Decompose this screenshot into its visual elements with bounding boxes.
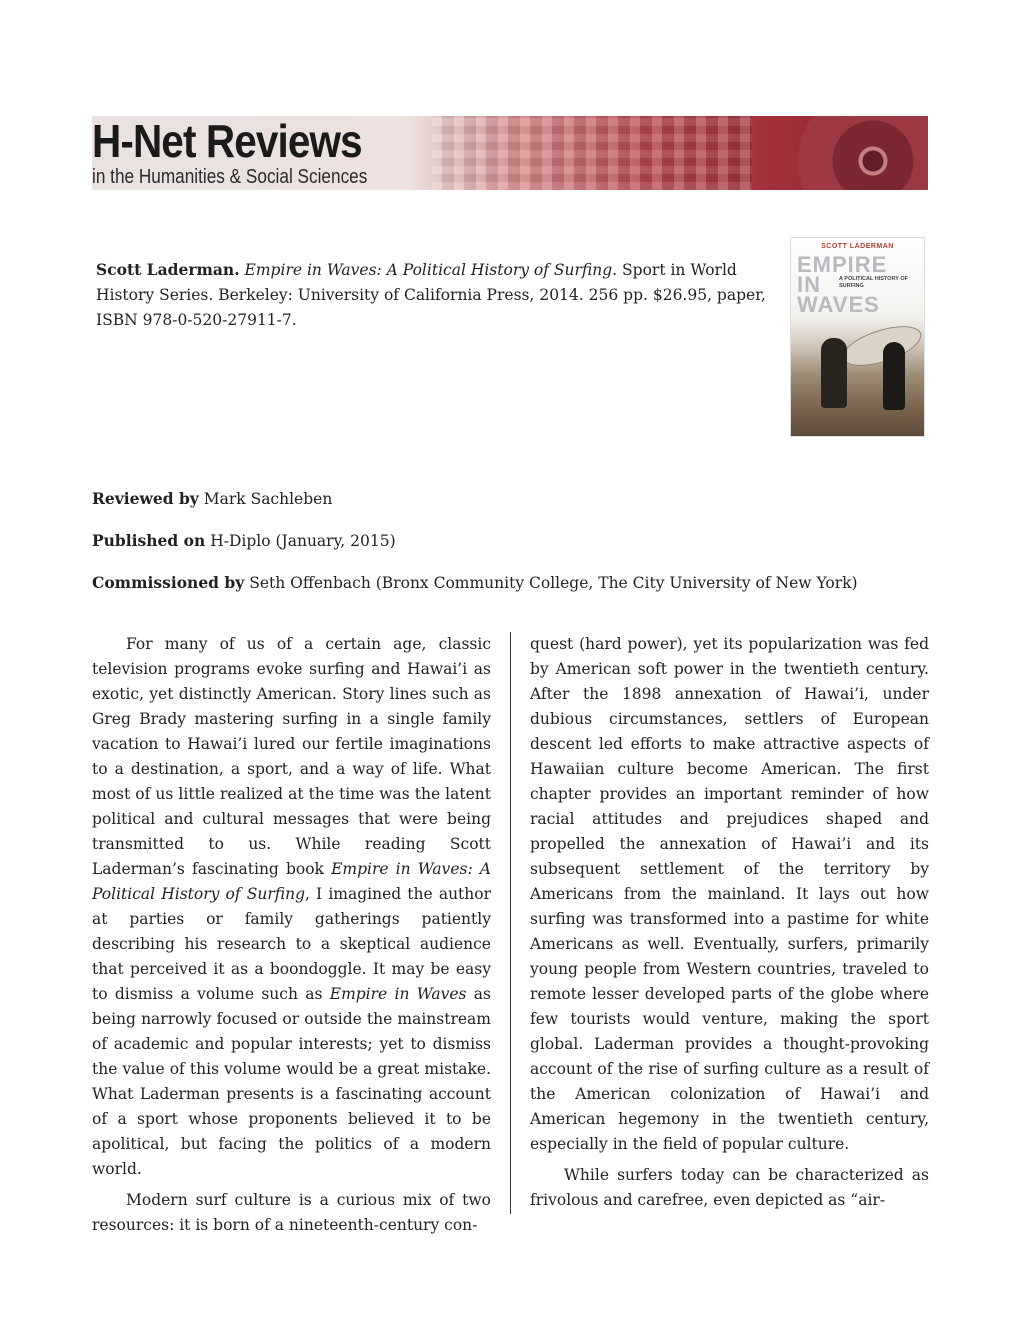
body-paragraph [92, 632, 491, 1182]
disc-graphic [798, 116, 928, 190]
reviewed-by-label: Reviewed by [92, 489, 199, 508]
keyboard-graphic [432, 116, 752, 190]
book-cover-image [790, 237, 925, 437]
published-on-label: Published on [92, 531, 206, 550]
cover-title-line1: EMPIRE [797, 252, 888, 277]
commissioned-by [92, 572, 858, 594]
reviewer-name: Mark Sachleben [203, 490, 333, 508]
citation-book-title: Empire in Waves: A Political History of Surfing. [244, 261, 618, 279]
commissioned-by-label: Commissioned by [92, 573, 245, 592]
surfer-figure [883, 342, 905, 410]
surfer-figure [821, 338, 847, 408]
body-paragraph: Modern surf culture is a curious mix of two resources: it is born of a nineteenth-century con- [92, 1191, 491, 1234]
published-on [92, 530, 396, 552]
column-divider [510, 632, 511, 1214]
cover-title-line3: WAVES [797, 292, 880, 317]
body-column-left [92, 632, 491, 1238]
book-citation [96, 257, 766, 333]
cover-subtitle: A POLITICAL HISTORY OF SURFING [839, 276, 908, 289]
body-paragraph: quest (hard power), yet its popularization was fed by American soft power in the twentieth century. After the 1898 annexation of Hawai’i, under dubious circumstances, settlers of European descent led efforts to make attractive aspects of Hawaiian culture become American. The first chapter provides an important reminder of how racial attitudes and prejudices shaped and propelled the annexation of Hawai’i and its subsequent settlement of the territory by Americans from the mainland. It lays out how surfing was transformed into a pastime for white Americans as well. Eventually, surfers, primarily young people from Western countries, traveled to remote lesser developed parts of the globe where few tourists would venture, making the sport global. Laderman provides a thought-provoking account of the rise of surfing culture as a result of the American colonization of Hawai’i and American hegemony in the twentieth century, especially in the field of popular culture. [530, 635, 929, 1153]
banner-subtitle: in the Humanities & Social Sciences [92, 166, 368, 188]
body-paragraph: While surfers today can be characterized as frivolous and carefree, even depicted as “air- [530, 1166, 929, 1209]
body-text: For many of us of a certain age, classic television programs evoke surfing and Hawai’i as exotic, yet distinctly American. Story lines such as Greg Brady mastering surfing in a single family vacation to Hawai’i lured our fertile imaginations to a destination, a sport, and a way of life. What most of us little realized at the time was the latent political and cultural messages that were being transmitted to us. While reading Scott Laderman’s fascinating book [92, 635, 491, 878]
body-column-right [530, 632, 929, 1213]
book-title-italic: Empire in Waves: A Political History of Surfing [92, 860, 491, 903]
published-on-value: H-Diplo (January, 2015) [210, 532, 396, 550]
hnet-reviews-banner [92, 116, 928, 190]
body-text: , I imagined the author at parties or family gatherings patiently describing his research to a skeptical audience that perceived it as a boondoggle. It may be easy to dismiss a volume such as [92, 885, 492, 1003]
reviewed-by [92, 488, 332, 510]
citation-author: Scott Laderman. [96, 260, 240, 279]
banner-title: H-Net Reviews [92, 116, 362, 167]
surfboard-graphic [838, 318, 925, 374]
cover-title-line2: IN [797, 272, 821, 297]
commissioned-by-value: Seth Offenbach (Bronx Community College, The City University of New York) [249, 574, 858, 592]
citation-details: Sport in World History Series. Berkeley: University of California Press, 2014. 256 pp. $26.95, paper, ISBN 978-0-520-27911-7. [96, 261, 766, 329]
book-title-italic: Empire in Waves [329, 985, 467, 1003]
body-text: as being narrowly focused or outside the mainstream of academic and popular interests; yet to dismiss the value of this volume would be a great mistake. What Laderman presents is a fascinating account of a sport whose proponents believed it to be apolitical, but facing the politics of a modern world. [92, 985, 492, 1178]
cover-author: SCOTT LADERMAN [821, 243, 894, 250]
